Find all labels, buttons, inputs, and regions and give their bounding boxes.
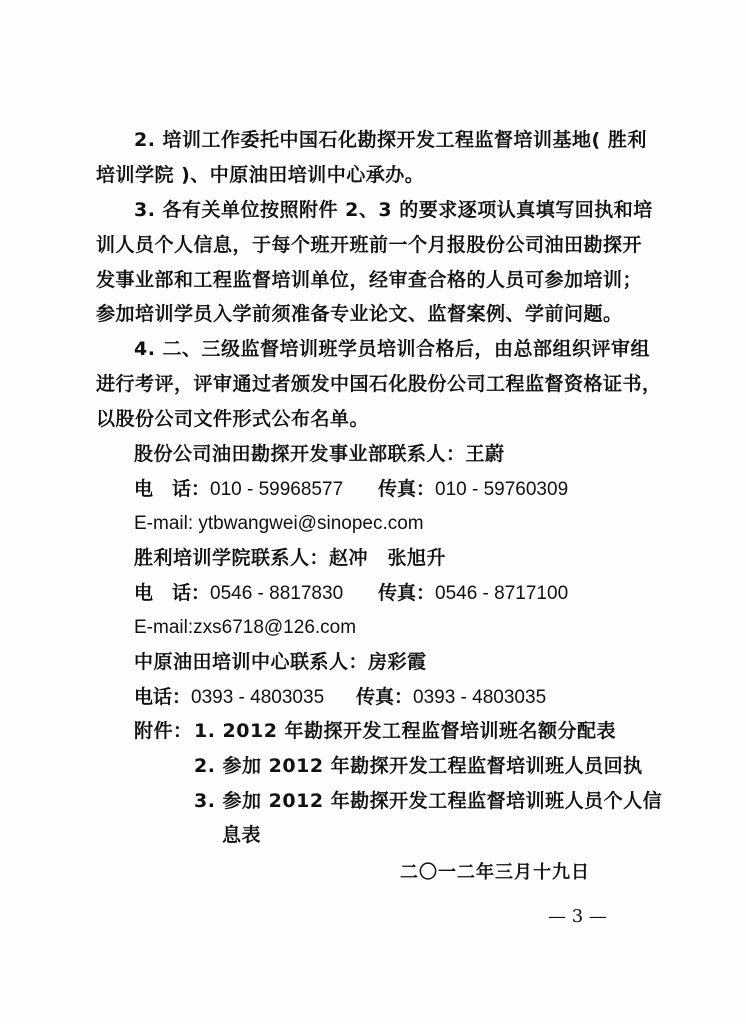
contact-1-phone: 010 - 59968577 [210, 479, 344, 500]
contact-2-email-label: E-mail: [134, 617, 194, 638]
contact-1-fax-label: 传真： [378, 478, 436, 500]
contact-3-fax: 0393 - 4803035 [413, 687, 547, 708]
paragraph-4-line-3: 以股份公司文件形式公布名单。 [96, 408, 370, 430]
contact-2-org: 胜利培训学院联系人：赵冲 张旭升 [134, 547, 447, 569]
attachments-label: 附件： [134, 720, 193, 742]
contact-2-phone: 0546 - 8817830 [210, 583, 344, 604]
contact-1-org: 股份公司油田勘探开发事业部联系人：王蔚 [134, 443, 505, 465]
paragraph-3-line-3: 发事业部和工程监督培训单位，经审查合格的人员可参加培训； [96, 269, 643, 291]
contact-3-phone-label: 电话： [134, 686, 192, 708]
contact-1-phone-row [134, 477, 569, 502]
contact-3-phone-row [134, 685, 547, 710]
paragraph-3-line-1: 3. 各有关单位按照附件 2、3 的要求逐项认真填写回执和培 [134, 199, 653, 221]
paragraph-4-line-2: 进行考评，评审通过者颁发中国石化股份公司工程监督资格证书， [96, 373, 662, 395]
contact-2-fax-group [378, 581, 568, 606]
contact-2-phone-row [134, 581, 569, 606]
paragraph-4-line-1: 4. 二、三级监督培训班学员培训合格后，由总部组织评审组 [134, 338, 651, 360]
paragraph-2-line-2: 培训学院 )、中原油田培训中心承办。 [96, 164, 425, 186]
contact-1-email-label: E-mail: [134, 513, 199, 534]
contact-1-phone-label: 电 话： [134, 478, 211, 500]
contact-3-phone: 0393 - 4803035 [191, 687, 325, 708]
contact-1-email: ytbwangwei@sinopec.com [198, 513, 424, 534]
contact-3-fax-group [356, 685, 546, 710]
contact-1-fax-group [378, 477, 568, 502]
attachment-item-3-line-1: 3. 参加 2012 年勘探开发工程监督培训班人员个人信 [194, 790, 663, 812]
contact-2-fax: 0546 - 8717100 [435, 583, 569, 604]
paragraph-3-line-2: 训人员个人信息，于每个班开班前一个月报股份公司油田勘探开 [96, 234, 643, 256]
paragraph-2-line-1: 2. 培训工作委托中国石化勘探开发工程监督培训基地( 胜利 [134, 129, 647, 151]
contact-1-email-row [134, 511, 424, 536]
contact-3-fax-label: 传真： [356, 686, 414, 708]
attachment-item-2: 2. 参加 2012 年勘探开发工程监督培训班人员回执 [194, 755, 643, 777]
paragraph-3-line-4: 参加培训学员入学前须准备专业论文、监督案例、学前问题。 [96, 303, 623, 325]
document-date: 二〇一二年三月十九日 [400, 862, 590, 883]
contact-2-email-row [134, 615, 356, 640]
contact-2-email: zxs6718@126.com [193, 617, 357, 638]
contact-1-fax: 010 - 59760309 [435, 479, 569, 500]
contact-2-fax-label: 传真： [378, 582, 436, 604]
attachment-item-1: 1. 2012 年勘探开发工程监督培训班名额分配表 [194, 720, 617, 742]
attachment-item-3-line-2: 息表 [222, 824, 262, 846]
page-number: — 3 — [548, 906, 607, 927]
contact-2-phone-label: 电 话： [134, 582, 211, 604]
contact-3-org: 中原油田培训中心联系人：房彩霞 [134, 651, 427, 673]
